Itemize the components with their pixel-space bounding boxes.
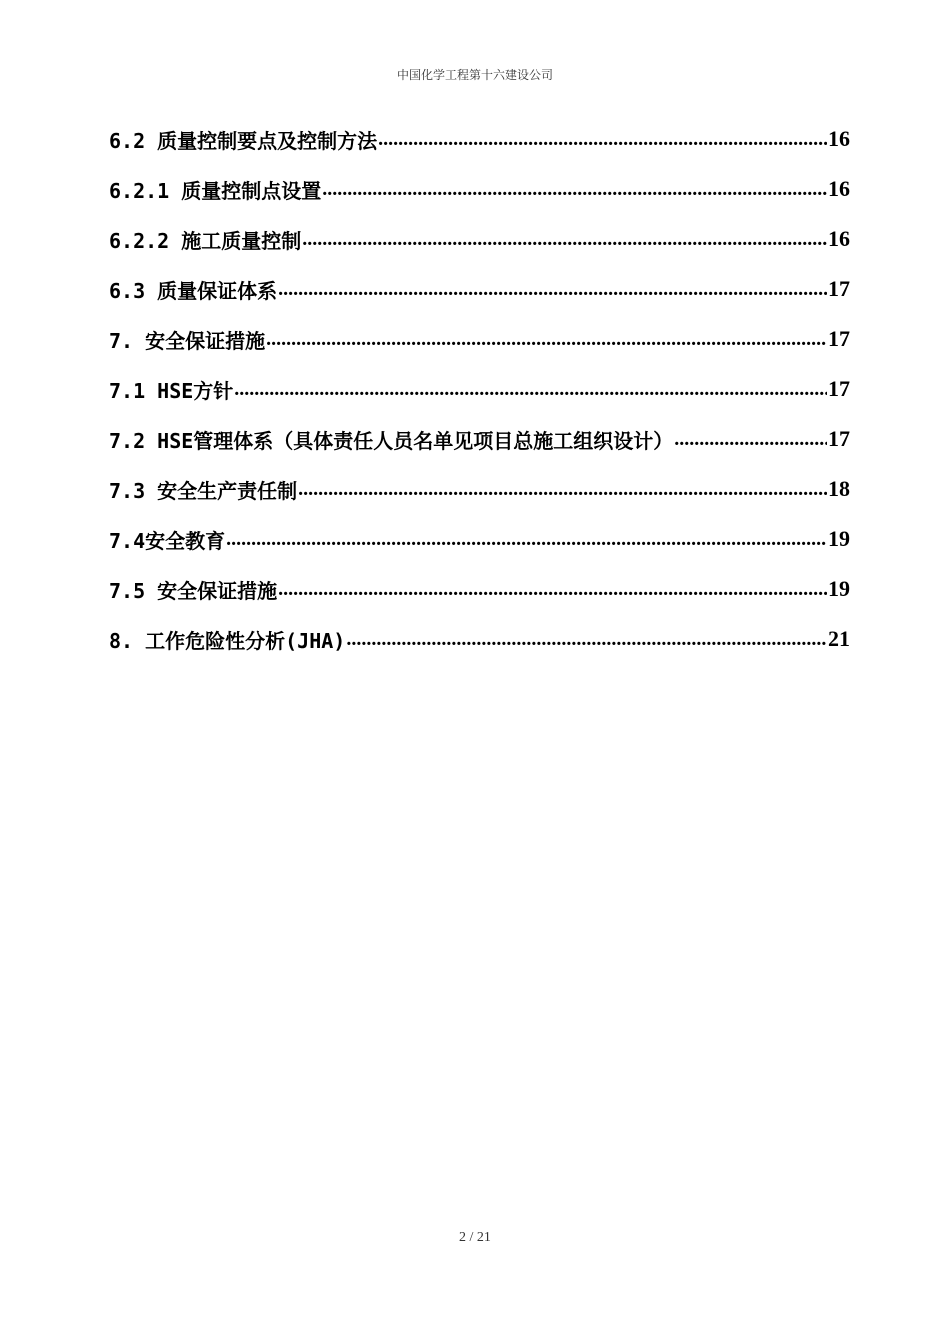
toc-entry-label: 6.2.2 施工质量控制 [109, 228, 302, 253]
toc-leader-dots [226, 528, 827, 551]
toc-entry-label: 7. 安全保证措施 [109, 328, 266, 353]
toc-leader-dots [278, 578, 827, 601]
toc-entry-label: 6.3 质量保证体系 [109, 278, 278, 303]
toc-entry[interactable] [109, 214, 850, 264]
toc-leader-dots [674, 428, 827, 451]
toc-entry-label: 7.3 安全生产责任制 [109, 478, 298, 503]
page-number: 2 / 21 [459, 1230, 491, 1245]
toc-entry[interactable] [109, 614, 850, 664]
toc-leader-dots [346, 628, 827, 651]
toc-entry-label: 8. 工作危险性分析(JHA) [109, 628, 346, 653]
toc-leader-dots [378, 128, 827, 151]
table-of-contents [109, 114, 850, 664]
toc-entry-page: 16 [828, 126, 850, 151]
toc-entry[interactable] [109, 364, 850, 414]
toc-entry[interactable] [109, 514, 850, 564]
toc-entry[interactable] [109, 464, 850, 514]
toc-entry-page: 18 [828, 476, 850, 501]
toc-entry-label: 7.2 HSE管理体系（具体责任人员名单见项目总施工组织设计） [109, 428, 674, 453]
toc-entry-page: 19 [828, 576, 850, 601]
toc-entry-label: 7.5 安全保证措施 [109, 578, 278, 603]
toc-entry-page: 16 [828, 226, 850, 251]
toc-leader-dots [234, 378, 827, 401]
toc-leader-dots [266, 328, 827, 351]
page-header: 中国化学工程第十六建设公司 [396, 68, 553, 82]
toc-entry-label: 7.1 HSE方针 [109, 378, 234, 403]
toc-entry-page: 21 [828, 626, 850, 651]
toc-entry[interactable] [109, 164, 850, 214]
toc-entry[interactable] [109, 114, 850, 164]
toc-entry[interactable] [109, 264, 850, 314]
toc-entry-page: 17 [828, 326, 850, 351]
toc-entry-page: 19 [828, 526, 850, 551]
toc-entry-label: 7.4安全教育 [109, 528, 226, 553]
toc-entry-label: 6.2 质量控制要点及控制方法 [109, 128, 378, 153]
toc-leader-dots [278, 278, 827, 301]
toc-entry-page: 17 [828, 426, 850, 451]
toc-entry-page: 17 [828, 276, 850, 301]
toc-entry[interactable] [109, 414, 850, 464]
toc-leader-dots [298, 478, 827, 501]
toc-entry-page: 16 [828, 176, 850, 201]
toc-entry-page: 17 [828, 376, 850, 401]
toc-entry[interactable] [109, 564, 850, 614]
toc-entry-label: 6.2.1 质量控制点设置 [109, 178, 322, 203]
toc-entry[interactable] [109, 314, 850, 364]
toc-leader-dots [322, 178, 827, 201]
toc-leader-dots [302, 228, 827, 251]
